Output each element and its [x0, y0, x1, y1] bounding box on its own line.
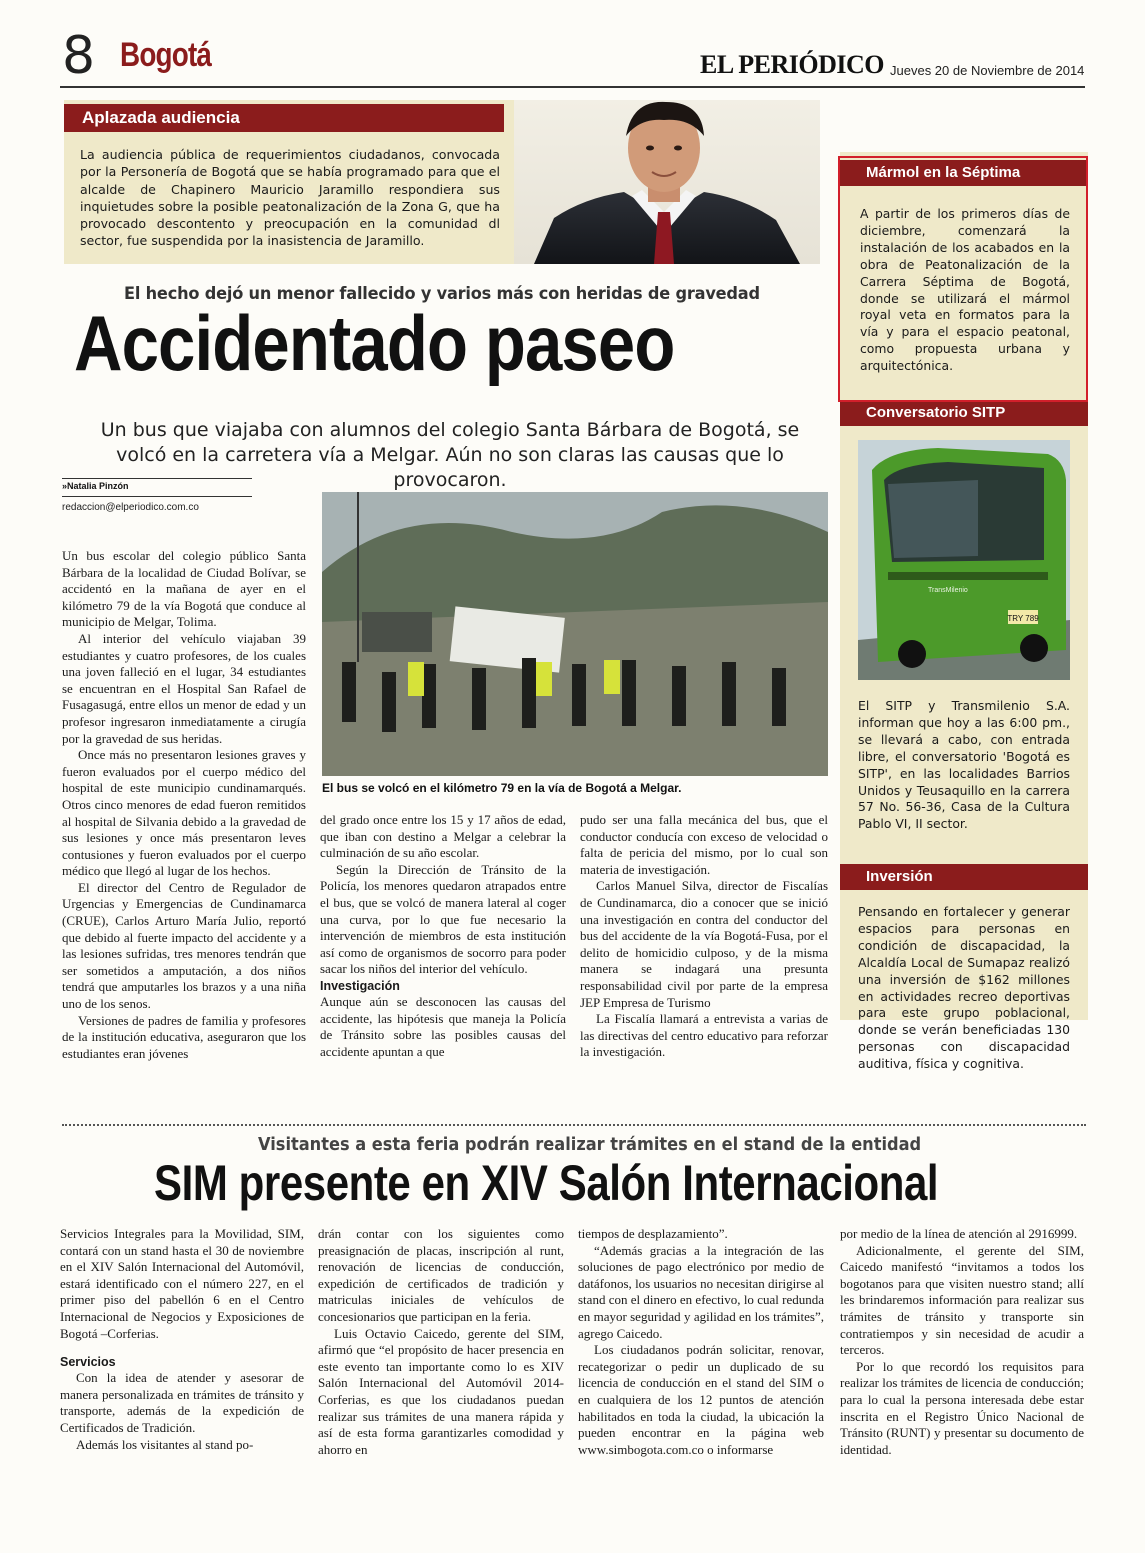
paragraph: El director del Centro de Regulador de Urgencias y Emergencias de Cundinamarca (CRUE), Carlos Arturo María Julio, reportó que debido al fuerte impacto del accidente y a las lesiones sufridas, tres menores tendrán que ser sometidos a amputación, a dos niños tendrá que amputarles los brazos y a una niña uno de los senos. [62, 879, 306, 1012]
byline-rule-bottom [62, 496, 252, 497]
paragraph: Aunque aún se desconocen las causas del accidente, las hipótesis que maneja la Policía de Tránsito sobre las posibles causas del accidente apuntan a que [320, 993, 566, 1059]
article2-column-1 [60, 1226, 304, 1453]
byline: »Natalia Pinzón [62, 481, 129, 491]
paragraph: Adicionalmente, el gerente del SIM, Caicedo manifestó “invitamos a todos los bogotanos para que visiten nuestro stand; allí les brindaremos información para realizar sus trámites de tránsito y transporte sin contratiempos y sin necesidad de acudir a terceros. [840, 1242, 1084, 1358]
marmol-highlight-frame [838, 156, 1088, 402]
sidebar-sitp-title: Conversatorio SITP [840, 400, 1088, 426]
brief-box [64, 100, 820, 264]
paragraph: Según la Dirección de Tránsito de la Policía, los menores quedaron atrapados entre el bus, que se volcó de manera lateral al coger una curva, por lo que fue necesario la intervención de miembros de esta institución así como de organismos de socorro para poder sacar los niños del interior del vehículo. [320, 861, 566, 977]
article1-headline: Accidentado paseo [74, 299, 675, 387]
header-rule [60, 86, 1085, 88]
article1-kicker: El hecho dejó un menor fallecido y varios más con heridas de gravedad [124, 284, 760, 304]
sidebar-sitp-text: El SITP y Transmilenio S.A. informan que hoy a las 6:00 pm., se llevará a cabo, con entrada libre, el conversatorio 'Bogotá es SITP', en las localidades Barrios Unidos y Teusaquillo en la carrera 57 No. 56-36, Casa de la Cultura Pablo VI, II sector. [858, 698, 1070, 832]
masthead-logo: EL PERIÓDICO [700, 50, 884, 79]
article2-headline: SIM presente en XIV Salón Internacional [154, 1155, 939, 1211]
paragraph: Versiones de padres de familia y profesores de la institución educativa, aseguraron que los estudiantes eran jóvenes [62, 1012, 306, 1061]
accident-illustration [322, 492, 828, 776]
paragraph: Once más no presentaron lesiones graves y fueron evaluados por el cuerpo médico del hospital de este municipio cundinamarqués. Otros cinco menores de edad fueron remitidos al hospital de Silvania debido a la gravedad de sus lesiones y once más presentaron leves contusiones y fueron evaluados por el cuerpo médico que llegó al lugar de los hechos. [62, 747, 306, 879]
portrait-illustration [514, 100, 820, 264]
subhead-servicios: Servicios [60, 1355, 116, 1370]
paragraph: Servicios Integrales para la Movilidad, SIM, contará con un stand hasta el 30 de noviembre en el XIV Salón Internacional del Automóvil, estará identificado con el número 227, en el primer piso del pabellón 6 en el Centro Internacional de Negocios y Exposiciones de Bogotá –Corferias. [60, 1226, 304, 1341]
paragraph: Luis Octavio Caicedo, gerente del SIM, afirmó que “el propósito de hacer presencia en este evento tan importante como lo es XIV Salón Internacional del Automóvil 2014-Corferias, es que los ciudadanos puedan realizar sus trámites de una manera rápida y así de esta forma garantizarles comodidad y ahorro en [318, 1325, 564, 1457]
accident-photo [322, 492, 828, 776]
paragraph: La Fiscalía llamará a entrevista a varias de las directivas del centro educativo para reforzar la investigación. [580, 1011, 828, 1060]
paragraph: “Además gracias a la integración de las soluciones de pago electrónico por medio de datáfonos, los usuarios no necesitan dirigirse al stand con el dinero en efectivo, lo cual redunda en mayor seguridad y agilidad en los trámites”, agrego Caicedo. [578, 1242, 824, 1341]
article1-column-1 [62, 548, 306, 1062]
byline-rule-top [62, 478, 252, 479]
paragraph: Los ciudadanos podrán solicitar, renovar, recategorizar o pedir un duplicado de su licencia de conducción en el stand del SIM o en cualquiera de los 12 puntos de atención habilitados en toda la ciudad, la ubicación la pueden encontrar en la página web www.simbogota.com.co o informarse [578, 1342, 824, 1457]
portrait-photo [514, 100, 820, 264]
sidebar-marmol-title: Mármol en la Séptima [840, 160, 1088, 186]
paragraph: tiempos de desplazamiento”. [578, 1226, 728, 1241]
article1-column-2 [320, 812, 566, 1060]
article2-column-2 [318, 1226, 564, 1458]
brief-text: La audiencia pública de requerimientos ciudadanos, convocada por la Personería de Bogotá que se había programado para que el alcalde de Chapinero Mauricio Jaramillo respondiera sus inquietudes sobre la posible peatonalización de la Zona G, que ha provocado descontento y preocupación en la comunidad dl sector, fue suspendida por la inasistencia de Jaramillo. [80, 147, 500, 249]
photo-caption: El bus se volcó en el kilómetro 79 en la vía de Bogotá a Melgar. [322, 781, 682, 795]
article2-column-3 [578, 1226, 824, 1458]
paragraph: pudo ser una falla mecánica del bus, que el conductor conducía con exceso de velocidad o falta de pericia del mismo, por lo cual son materia de investigación. [580, 812, 828, 877]
paragraph: Con la idea de atender y asesorar de manera personalizada en trámites de tránsito y transporte, además de la expedición de Certificados de Tradición. [60, 1370, 304, 1435]
paragraph: por medio de la línea de atención al 2916999. [840, 1226, 1078, 1241]
article2-kicker: Visitantes a esta feria podrán realizar trámites en el stand de la entidad [258, 1134, 922, 1155]
paragraph: drán contar con los siguientes como preasignación de placas, inscripción al runt, renovación de licencias de conducción, expedición de certificados de tradición y matriculas iniciales de vehículos de concesionarios que participan en la feria. [318, 1226, 564, 1324]
sidebar-inversion-title: Inversión [840, 864, 1088, 890]
byline-email: redaccion@elperiodico.com.co [62, 502, 199, 513]
sidebar-marmol-text: A partir de los primeros días de diciembre, comenzará la instalación de los acabados en la obra de Peatonalización de la Carrera Séptima de Bogotá, donde se utilizará el mármol royal veta en formatos para la vía y para el espacio peatonal, como propuesta urbana y arquitectónica. [860, 206, 1070, 374]
brief-title: Aplazada audiencia [64, 104, 504, 132]
paragraph: Un bus escolar del colegio público Santa Bárbara de la localidad de Ciudad Bolívar, se accidentó en la mañana de ayer en el kilómetro 79 de la vía Bogotá que conduce al municipio de Melgar, Tolima. [62, 548, 306, 630]
subhead-investigacion: Investigación [320, 978, 400, 993]
article1-column-3 [580, 812, 828, 1061]
article1-deck: Un bus que viajaba con alumnos del colegio Santa Bárbara de Bogotá, se volcó en la carretera vía a Melgar. Aún no son claras las causas que lo provocaron. [100, 419, 800, 491]
sitp-bus-photo [858, 440, 1070, 680]
sidebar-inversion-text: Pensando en fortalecer y generar espacios para personas en condición de discapacidad, la Alcaldía Local de Sumapaz realizó una inversión de $162 millones en actividades recreo deportivas para este grupo poblacional, donde se verán beneficiadas 130 personas con discapacidad auditiva, física y cognitiva. [858, 904, 1070, 1072]
bus-brand-text: TransMilenio [928, 587, 968, 594]
paragraph: Al interior del vehículo viajaban 39 estudiantes y cuatro profesores, de los cuales una joven falleció en el lugar, 34 estudiantes se encuentran en el Hospital San Rafael de Fusagasugá, entre ellos un menor de edad y un profesor ingresaron inmediatamente a cirugía por la gravedad de sus heridas. [62, 630, 306, 746]
article2-column-4 [840, 1226, 1084, 1458]
paragraph: Por lo que recordó los requisitos para realizar los trámites de licencia de conducción; para lo cual la persona interesada debe estar inscrita en el Registro Único Nacional de Tránsito (RUNT) y presentar su documento de identidad. [840, 1358, 1084, 1457]
page-number: 8 [62, 26, 96, 86]
paragraph: del grado once entre los 15 y 17 años de edad, que iban con destino a Melgar a celebrar la culminación de su año escolar. [320, 812, 566, 861]
bus-plate-text: TRY 789 [1007, 614, 1039, 623]
paragraph: Carlos Manuel Silva, director de Fiscalías de Cundinamarca, dio a conocer que se inició una investigación en contra del conductor del bus del accidente de la vía Bogotá-Fusa, por el delito de homicidio culposo, y de la misma manera se indagará una presunta responsabilidad civil por parte de la empresa JEP Empresa de Turismo [580, 878, 828, 1010]
bus-illustration [858, 440, 1070, 680]
section-title: Bogotá [120, 36, 212, 74]
issue-date: Jueves 20 de Noviembre de 2014 [890, 63, 1085, 78]
paragraph: Además los visitantes al stand po- [76, 1436, 254, 1452]
section-divider [62, 1124, 1086, 1126]
